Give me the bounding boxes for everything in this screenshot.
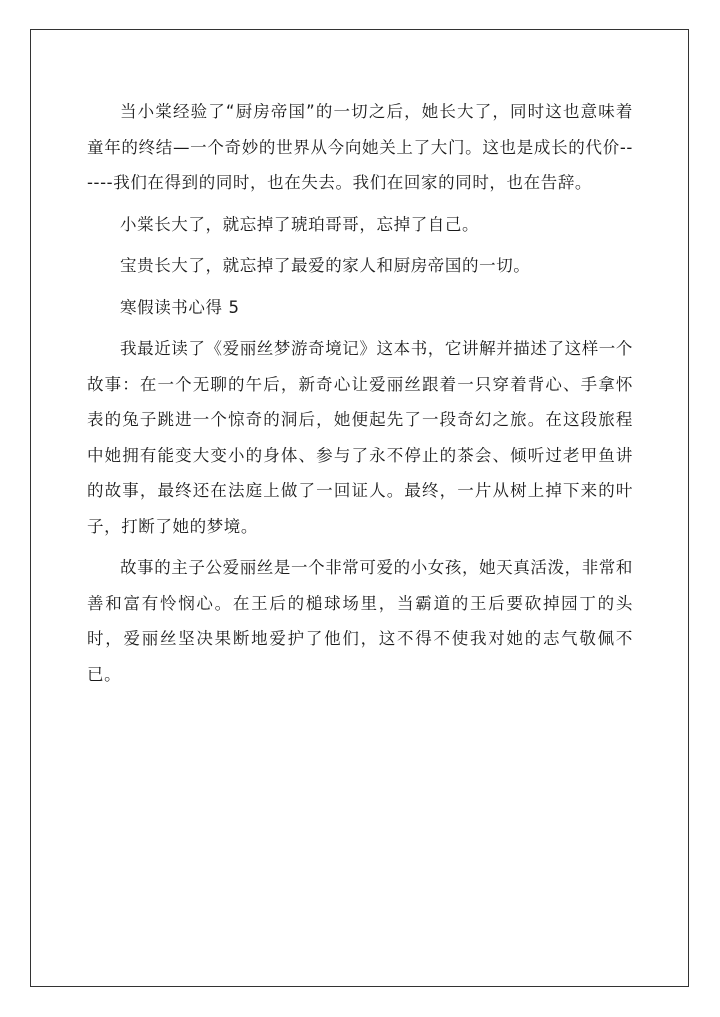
document-body xyxy=(87,94,633,692)
paragraph-alice-summary: 我最近读了《爱丽丝梦游奇境记》这本书，它讲解并描述了这样一个故事：在一个无聊的午后，新奇心让爱丽丝跟着一只穿着背心、手拿怀表的兔子跳进一个惊奇的洞后，她便起先了一段奇幻之旅。在这段旅程中她拥有能变大变小的身体、参与了永不停止的茶会、倾听过老甲鱼讲的故事，最终还在法庭上做了一回证人。最终，一片从树上掉下来的叶子，打断了她的梦境。 xyxy=(87,339,633,536)
paragraph-growing-up: 当小棠经验了“厨房帝国”的一切之后，她长大了，同时这也意味着童年的终结—一个奇妙的世界从今向她关上了大门。这也是成长的代价------我们在得到的同时，也在失去。我们在回家的同时，也在告辞。 xyxy=(87,102,633,192)
paragraph-alice-character: 故事的主子公爱丽丝是一个非常可爱的小女孩，她天真活泼，非常和善和富有怜悯心。在王后的槌球场里，当霸道的王后要砍掉园丁的头时，爱丽丝坚决果断地爱护了他们，这不得不使我对她的志气敬佩不已。 xyxy=(87,558,633,684)
paragraph-xiaotang: 小棠长大了，就忘掉了琥珀哥哥，忘掉了自己。 xyxy=(120,214,480,234)
paragraph-baogui: 宝贵长大了，就忘掉了最爱的家人和厨房帝国的一切。 xyxy=(120,256,531,275)
section-heading: 寒假读书心得 5 xyxy=(120,297,240,317)
